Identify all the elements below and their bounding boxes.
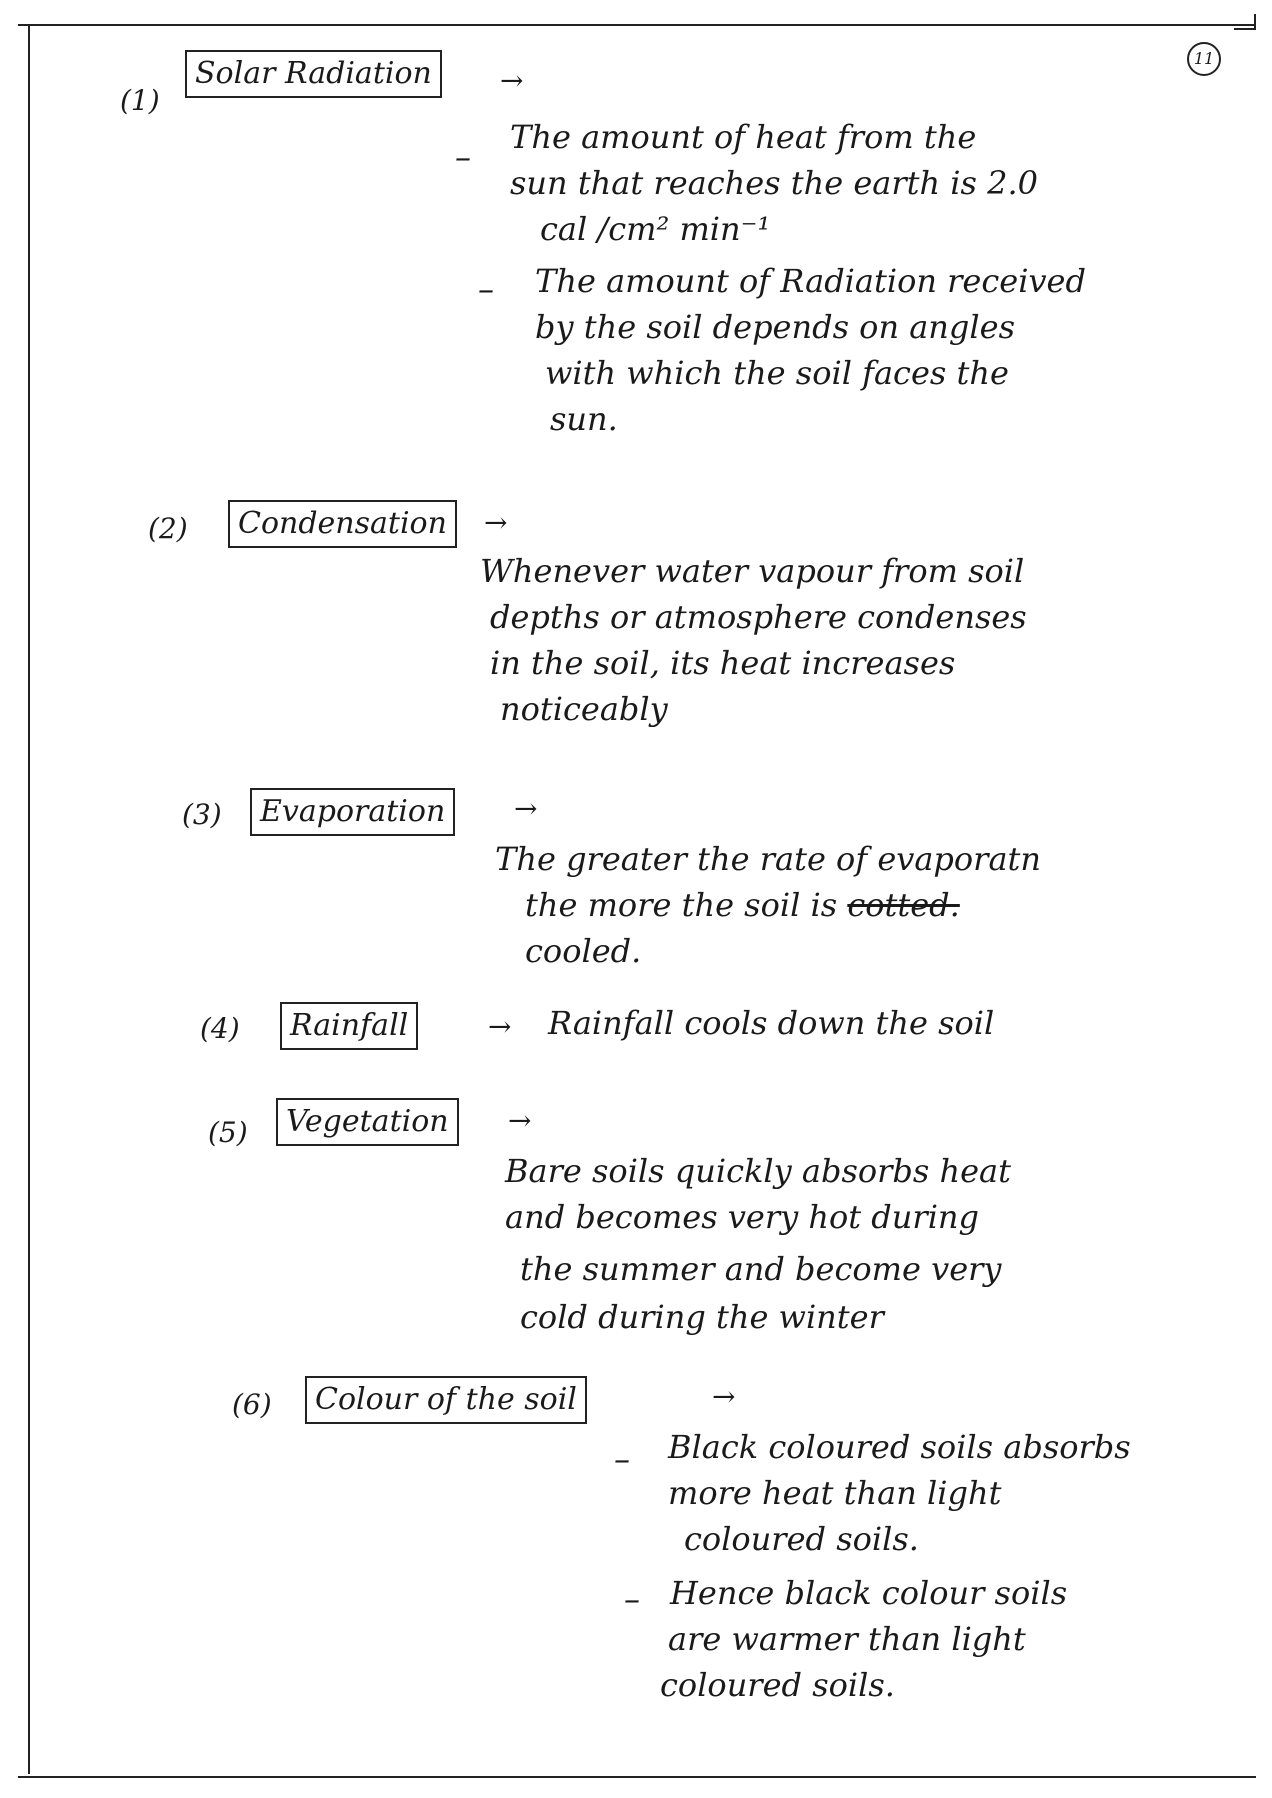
text-fragment: the more the soil is bbox=[525, 886, 848, 924]
text-line: coloured soils. bbox=[684, 1520, 919, 1558]
text-line: by the soil depends on angles bbox=[535, 308, 1015, 346]
bottom-border-line bbox=[18, 1776, 1256, 1778]
text-line: Black coloured soils absorbs bbox=[668, 1428, 1131, 1466]
text-line: are warmer than light bbox=[668, 1620, 1026, 1658]
text-line: Whenever water vapour from soil bbox=[480, 552, 1025, 590]
text-line: depths or atmosphere condenses bbox=[490, 598, 1027, 636]
text-line: more heat than light bbox=[668, 1474, 1002, 1512]
text-line: Hence black colour soils bbox=[670, 1574, 1068, 1612]
bullet-dash: – bbox=[478, 270, 494, 308]
text-line: cooled. bbox=[525, 932, 642, 970]
text-line: the summer and become very bbox=[520, 1250, 1002, 1288]
section-heading: Rainfall bbox=[280, 1002, 418, 1050]
bullet-dash: – bbox=[455, 138, 471, 176]
arrow-icon: → bbox=[484, 506, 508, 539]
section-number: (1) bbox=[120, 84, 160, 117]
section-number: (3) bbox=[182, 798, 222, 831]
arrow-icon: → bbox=[508, 1104, 532, 1137]
section-number: (5) bbox=[208, 1116, 248, 1149]
corner-mark bbox=[1234, 14, 1256, 30]
text-line: Rainfall cools down the soil bbox=[548, 1004, 995, 1042]
text-line: The amount of heat from the bbox=[510, 118, 977, 156]
bullet-dash: – bbox=[624, 1580, 640, 1618]
text-line: in the soil, its heat increases bbox=[490, 644, 956, 682]
arrow-icon: → bbox=[500, 64, 524, 97]
section-heading: Colour of the soil bbox=[305, 1376, 587, 1424]
text-line: cal /cm² min⁻¹ bbox=[540, 210, 771, 248]
arrow-icon: → bbox=[488, 1010, 512, 1043]
section-heading: Solar Radiation bbox=[185, 50, 442, 98]
left-margin-line bbox=[28, 24, 30, 1774]
arrow-icon: → bbox=[712, 1380, 736, 1413]
text-line: Bare soils quickly absorbs heat bbox=[505, 1152, 1011, 1190]
text-line: with which the soil faces the bbox=[545, 354, 1009, 392]
text-line: noticeably bbox=[500, 690, 668, 728]
section-heading: Condensation bbox=[228, 500, 457, 548]
text-line: and becomes very hot during bbox=[505, 1198, 980, 1236]
page-number: 11 bbox=[1187, 42, 1221, 76]
text-line: sun. bbox=[550, 400, 618, 438]
section-number: (6) bbox=[232, 1388, 272, 1421]
text-line: sun that reaches the earth is 2.0 bbox=[510, 164, 1039, 202]
text-line: cold during the winter bbox=[520, 1298, 884, 1336]
struck-word: cotted. bbox=[847, 886, 960, 924]
section-number: (4) bbox=[200, 1012, 240, 1045]
text-line: The amount of Radiation received bbox=[535, 262, 1086, 300]
top-border-line bbox=[18, 24, 1256, 26]
section-heading: Evaporation bbox=[250, 788, 455, 836]
text-line bbox=[525, 886, 960, 924]
section-number: (2) bbox=[148, 512, 188, 545]
text-line: The greater the rate of evaporatn bbox=[495, 840, 1042, 878]
bullet-dash: – bbox=[614, 1440, 630, 1478]
section-heading: Vegetation bbox=[276, 1098, 459, 1146]
text-line: coloured soils. bbox=[660, 1666, 895, 1704]
arrow-icon: → bbox=[514, 792, 538, 825]
